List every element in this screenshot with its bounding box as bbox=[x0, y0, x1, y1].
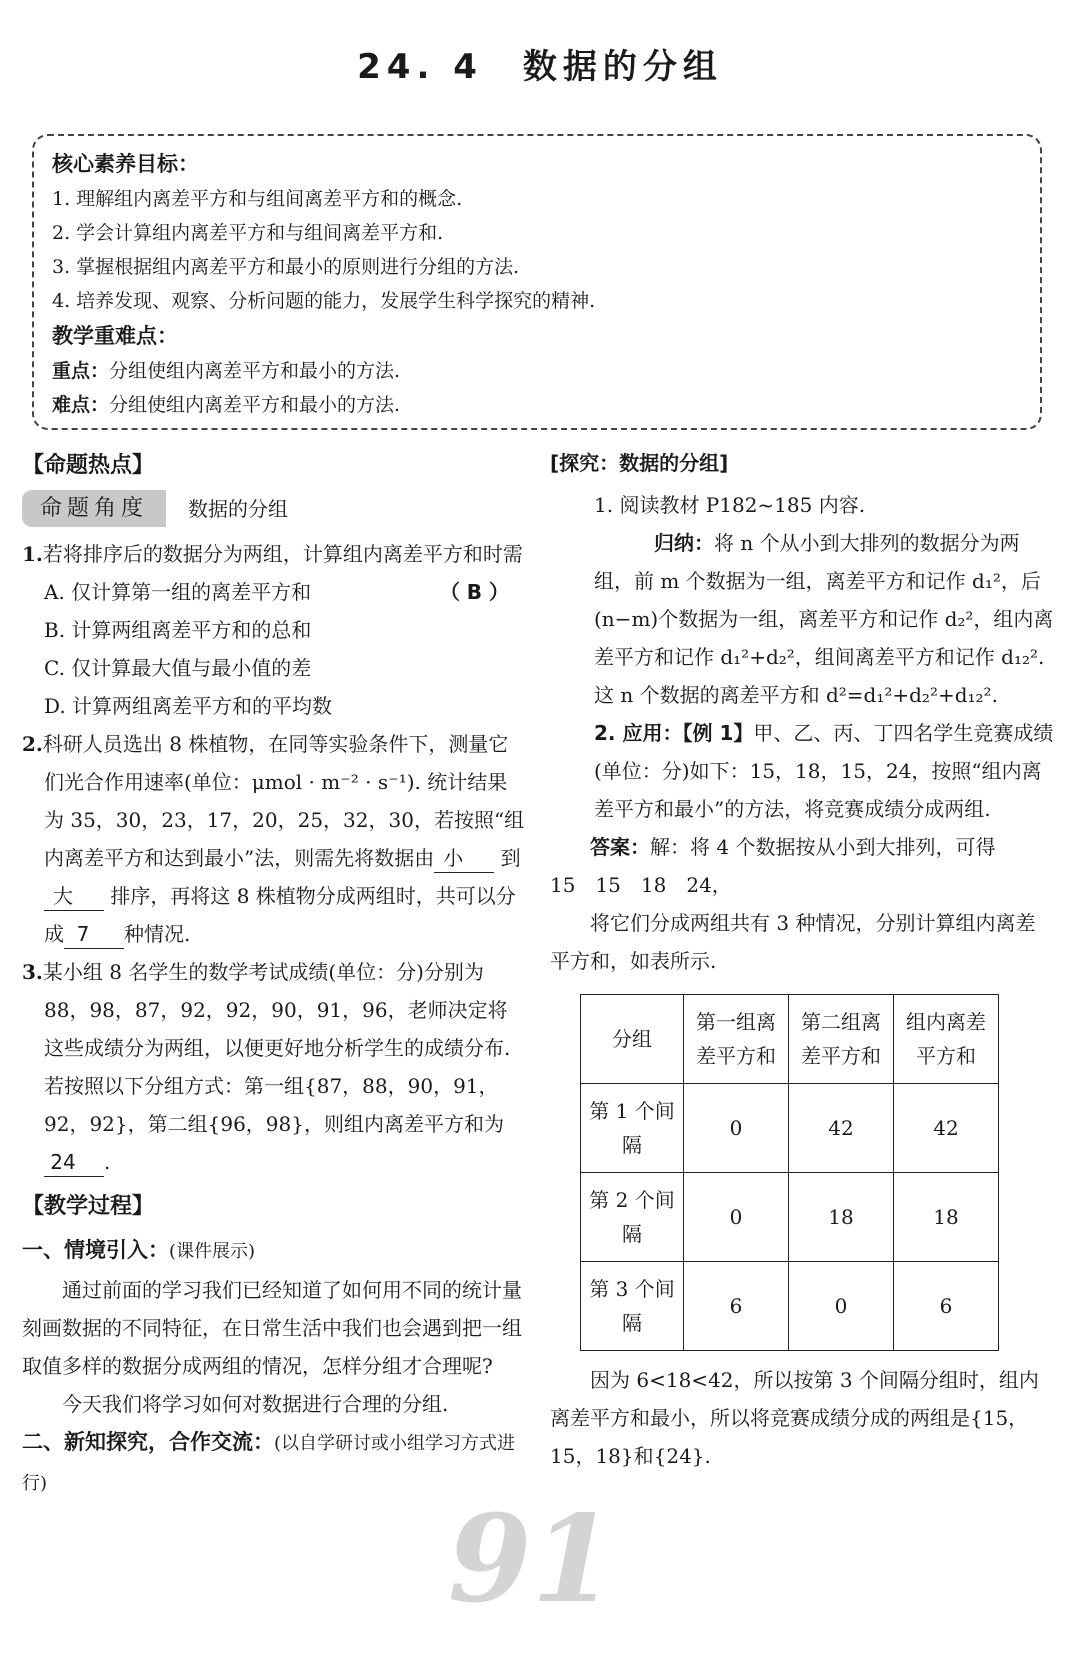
hard-text: 分组使组内离差平方和最小的方法. bbox=[109, 394, 401, 416]
question-3 bbox=[22, 953, 527, 1181]
new-note: (以自学研讨或小组学习方式进行) bbox=[22, 1433, 516, 1494]
intro-paragraph-2: 今天我们将学习如何对数据进行合理的分组. bbox=[62, 1392, 449, 1416]
q1-option: B. 计算两组离差平方和的总和 bbox=[44, 618, 312, 642]
table-cell: 42 bbox=[894, 1084, 999, 1173]
table-header: 分组 bbox=[581, 995, 684, 1084]
new-title: 二、新知探究，合作交流： bbox=[22, 1430, 274, 1454]
table-cell: 0 bbox=[789, 1262, 894, 1351]
table-row bbox=[581, 1262, 999, 1351]
table-cell: 第 1 个间隔 bbox=[581, 1084, 684, 1173]
table-cell: 0 bbox=[684, 1173, 789, 1262]
q3-blank: 24 bbox=[44, 1148, 104, 1177]
step-2 bbox=[550, 714, 1055, 828]
right-column bbox=[550, 448, 1055, 1475]
goals-heading: 核心素养目标： bbox=[52, 152, 199, 176]
q2-blank-1: 小 bbox=[434, 844, 494, 873]
angle-tag: 命题角度 bbox=[22, 490, 166, 527]
table-cell: 18 bbox=[789, 1173, 894, 1262]
intro-title: 一、情境引入： bbox=[22, 1238, 169, 1262]
page-number: 91 bbox=[448, 1489, 615, 1630]
q2-text-3: 种情况. bbox=[124, 922, 191, 946]
q1-option: D. 计算两组离差平方和的平均数 bbox=[44, 694, 333, 718]
new-heading bbox=[22, 1423, 527, 1503]
table-row bbox=[581, 1173, 999, 1262]
q3-end: . bbox=[104, 1150, 111, 1174]
table-cell: 42 bbox=[789, 1084, 894, 1173]
key-text: 分组使组内离差平方和最小的方法. bbox=[109, 360, 401, 382]
hard-point bbox=[52, 388, 1022, 422]
page-title: 24. 4 数据的分组 bbox=[357, 47, 723, 87]
answer-label: 答案： bbox=[590, 835, 650, 859]
table-cell: 第 2 个间隔 bbox=[581, 1173, 684, 1262]
hard-label: 难点： bbox=[52, 394, 110, 416]
q1-option: C. 仅计算最大值与最小值的差 bbox=[44, 656, 312, 680]
goal-item: 3. 掌握根据组内离差平方和最小的原则进行分组的方法. bbox=[52, 256, 520, 278]
cases-paragraph: 将它们分成两组共有 3 种情况，分别计算组内离差平方和，如表所示. bbox=[550, 911, 1036, 973]
key-point bbox=[52, 354, 1022, 388]
key-label: 重点： bbox=[52, 360, 110, 382]
goals-box bbox=[32, 134, 1042, 430]
q3-num: 3. bbox=[22, 960, 43, 984]
summary-label: 归纳： bbox=[654, 531, 714, 555]
table-header: 第二组离差平方和 bbox=[789, 995, 894, 1084]
answer bbox=[550, 828, 1055, 866]
goal-item: 1. 理解组内离差平方和与组间离差平方和的概念. bbox=[52, 188, 463, 210]
focus-heading: 教学重难点： bbox=[52, 324, 178, 348]
table-row bbox=[581, 1084, 999, 1173]
table-cell: 0 bbox=[684, 1084, 789, 1173]
q1-option: A. 仅计算第一组的离差平方和 bbox=[44, 580, 312, 604]
q2-text: 科研人员选出 8 株植物，在同等实验条件下，测量它们光合作用速率(单位：μmol · m⁻² · s⁻¹). 统计结果为 35，30，23，17，20，25，32，30，若按照“组内离差平方和达到最小”法，则需先将数据由 bbox=[42, 732, 525, 870]
goal-item: 2. 学会计算组内离差平方和与组间离差平方和. bbox=[52, 222, 444, 244]
table-header-row bbox=[581, 995, 999, 1084]
left-column bbox=[22, 448, 527, 1503]
intro-heading bbox=[22, 1231, 527, 1271]
summary-text: 将 n 个从小到大排列的数据分为两组，前 m 个数据为一组，离差平方和记作 d₁²，后(n−m)个数据为一组，离差平方和记作 d₂²，组内离差平方和记作 d₁²+d₂²，组间离差平方和记作 d₁₂². 这 n 个数据的离差平方和 d²=d₁²+d₂²+d₁₂². bbox=[594, 531, 1054, 707]
goal-item: 4. 培养发现、观察、分析问题的能力，发展学生科学探究的精神. bbox=[52, 290, 596, 312]
process-heading: 【教学过程】 bbox=[22, 1194, 155, 1219]
hot-heading: 【命题热点】 bbox=[22, 453, 155, 478]
intro-paragraph: 通过前面的学习我们已经知道了如何用不同的统计量刻画数据的不同特征，在日常生活中我们也会遇到把一组取值多样的数据分成两组的情况，怎样分组才合理呢? bbox=[22, 1278, 522, 1378]
angle-row bbox=[22, 490, 527, 527]
conclusion: 因为 6<18<42，所以按第 3 个间隔分组时，组内离差平方和最小，所以将竞赛成绩分成的两组是{15，15，18}和{24}. bbox=[550, 1368, 1039, 1468]
q2-blank-2: 大 bbox=[44, 882, 104, 911]
example-label: 【例 1】 bbox=[682, 721, 754, 745]
q2-blank-3: 7 bbox=[64, 920, 124, 949]
table-header: 第一组离差平方和 bbox=[684, 995, 789, 1084]
table-cell: 18 bbox=[894, 1173, 999, 1262]
table-cell: 6 bbox=[894, 1262, 999, 1351]
q1-text: 若将排序后的数据分为两组，计算组内离差平方和时需 bbox=[42, 542, 523, 566]
summary bbox=[550, 524, 1055, 714]
step-1: 1. 阅读教材 P182~185 内容. bbox=[594, 493, 866, 517]
result-table bbox=[580, 994, 999, 1351]
q2-num: 2. bbox=[22, 732, 43, 756]
answer-text: 解：将 4 个数据按从小到大排列，可得 bbox=[650, 835, 996, 859]
angle-topic: 数据的分组 bbox=[188, 496, 289, 521]
question-2 bbox=[22, 725, 527, 953]
explore-heading: [探究：数据的分组] bbox=[550, 451, 729, 475]
intro-note: (课件展示) bbox=[169, 1241, 256, 1262]
q1-num: 1. bbox=[22, 542, 43, 566]
q1-answer: （ B ） bbox=[439, 580, 509, 604]
q3-text: 某小组 8 名学生的数学考试成绩(单位：分)分别为 88，98，87，92，92，90，91，96，老师决定将这些成绩分为两组，以便更好地分析学生的成绩分布. 若按照以下分组方式：第一组{87，88，90，91，92，92}，第二组{96，98}，则组内离差平方和为 bbox=[42, 960, 511, 1136]
q2-text-2: 排序，再将这 8 株植物分成两组时，共可以分成 bbox=[44, 884, 516, 946]
q2-to: 到 bbox=[500, 846, 521, 870]
step-2-label: 2. 应用： bbox=[594, 721, 683, 745]
table-cell: 6 bbox=[684, 1262, 789, 1351]
sorted-values: 15 15 18 24， bbox=[550, 873, 732, 897]
table-header: 组内离差平方和 bbox=[894, 995, 999, 1084]
step-2-text: 甲、乙、丙、丁四名学生竞赛成绩(单位：分)如下：15，18，15，24，按照“组内离差平方和最小”的方法，将竞赛成绩分成两组. bbox=[594, 721, 1054, 821]
table-cell: 第 3 个间隔 bbox=[581, 1262, 684, 1351]
